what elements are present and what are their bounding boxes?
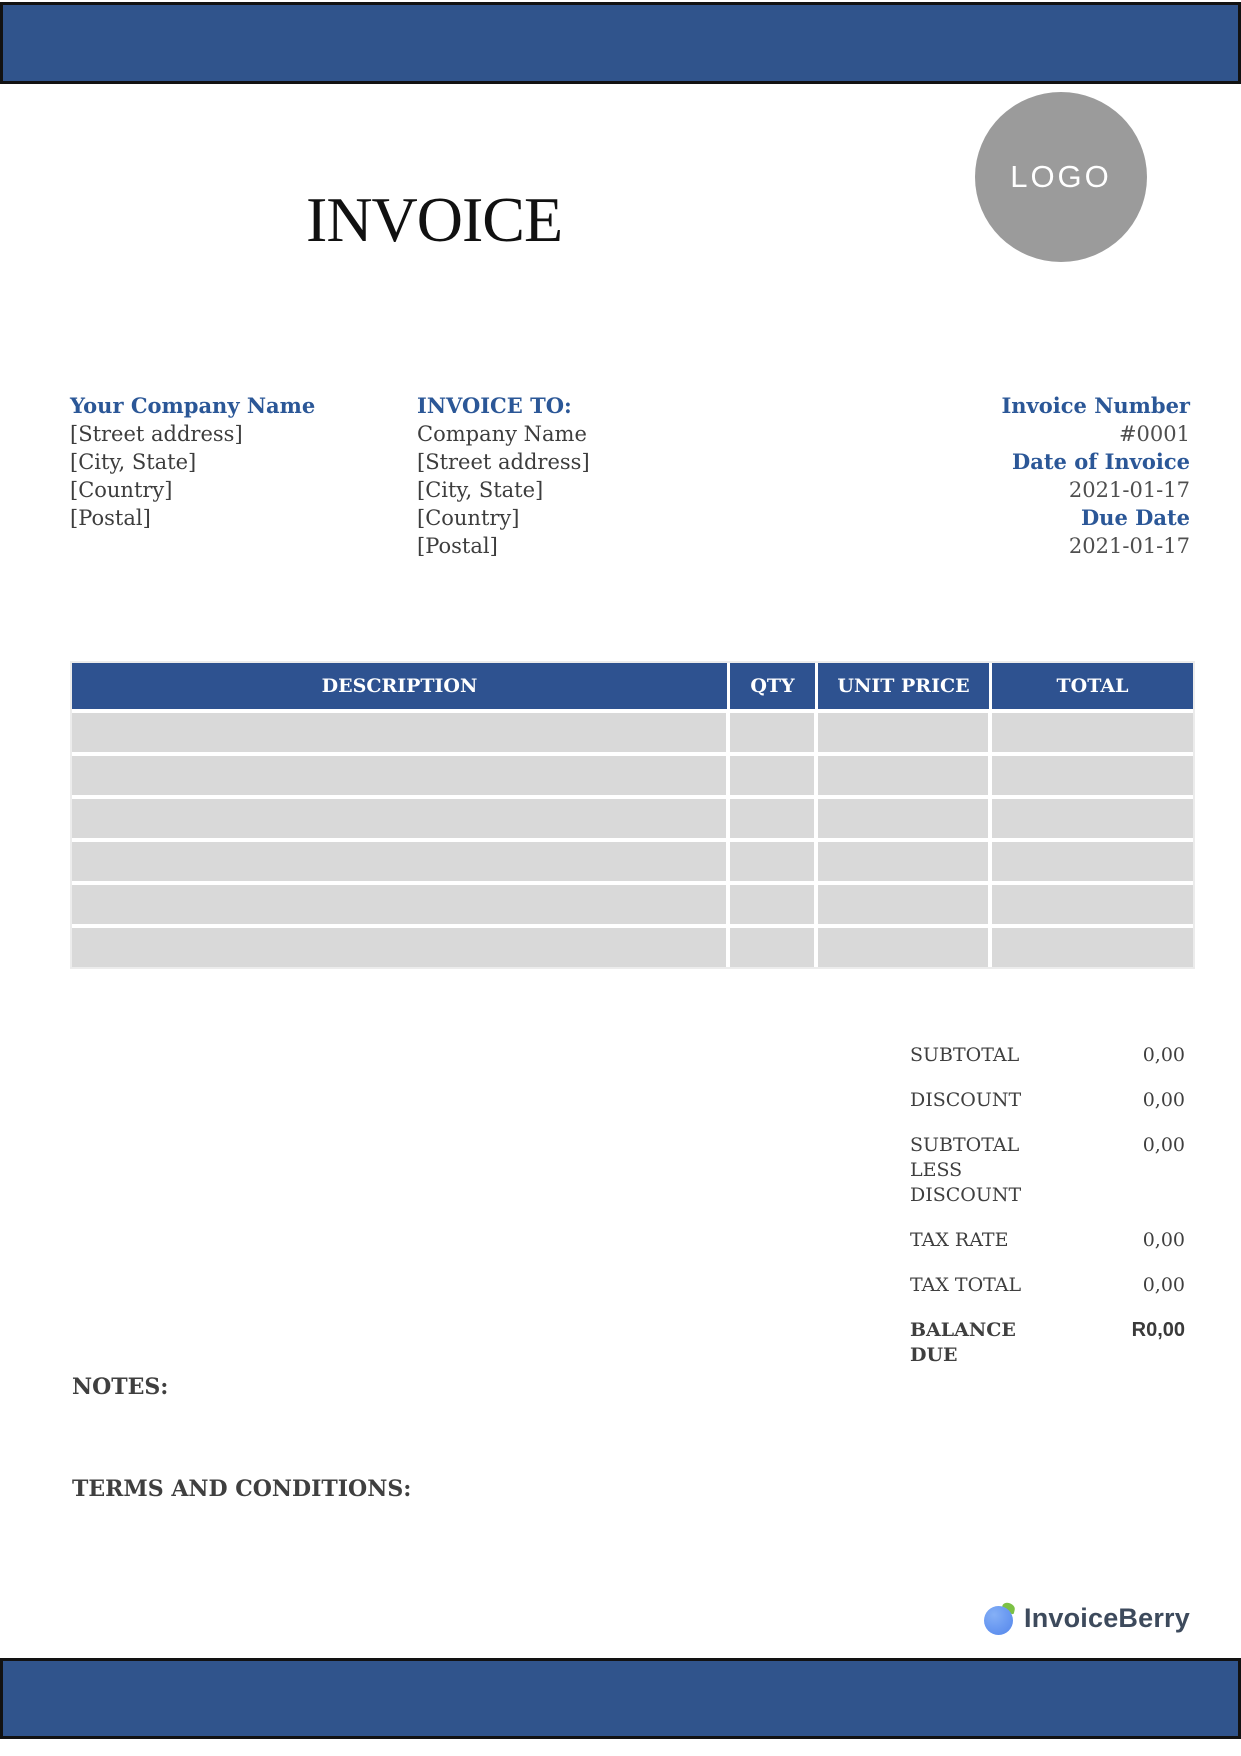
cell-unit-price [818,795,992,838]
cell-qty [730,752,818,795]
balance-due-row [910,1318,1185,1368]
subtotal-value: 0,00 [1142,1044,1185,1066]
balance-due-value: R0,00 [1131,1319,1185,1341]
discount-label: DISCOUNT [910,1089,1022,1111]
discount-value: 0,00 [1142,1089,1185,1111]
sender-postal: [Postal] [70,506,151,530]
table-row [72,709,1193,752]
tax-total-row [910,1273,1185,1298]
column-header-qty: QTY [730,663,818,709]
recipient-country: [Country] [417,506,520,530]
recipient-postal: [Postal] [417,534,498,558]
terms-label: TERMS AND CONDITIONS: [72,1476,412,1502]
discount-row [910,1088,1185,1113]
column-header-unit-price: UNIT PRICE [818,663,992,709]
tax-rate-value: 0,00 [1142,1229,1185,1251]
cell-total [992,752,1193,795]
date-of-invoice-label: Date of Invoice [1012,449,1190,474]
date-of-invoice-value: 2021-01-17 [1068,478,1190,502]
recipient-city-state: [City, State] [417,478,544,502]
totals-block [910,1043,1185,1388]
subtotal-label: SUBTOTAL [910,1044,1020,1066]
cell-unit-price [818,709,992,752]
company-logo-placeholder [975,92,1147,262]
logo-placeholder-text: LOGO [1010,159,1112,194]
tax-rate-label: TAX RATE [910,1229,1009,1251]
cell-total [992,838,1193,881]
cell-qty [730,709,818,752]
subtotal-less-discount-row [910,1133,1185,1208]
line-items-table [72,663,1193,967]
subtotal-less-discount-label: SUBTOTAL LESS DISCOUNT [910,1134,1022,1206]
top-banner [0,2,1241,84]
sender-street: [Street address] [70,422,243,446]
cell-description [72,709,730,752]
subtotal-row [910,1043,1185,1068]
cell-unit-price [818,881,992,924]
subtotal-less-discount-value: 0,00 [1142,1134,1185,1156]
sender-address-block [70,392,400,532]
cell-description [72,838,730,881]
tax-total-value: 0,00 [1142,1274,1185,1296]
invoice-number-label: Invoice Number [1001,393,1190,418]
cell-unit-price [818,838,992,881]
berry-circle-icon [984,1606,1013,1635]
recipient-address-block [417,392,747,560]
cell-qty [730,881,818,924]
cell-description [72,752,730,795]
tax-rate-row [910,1228,1185,1253]
balance-due-label: BALANCE DUE [910,1319,1016,1366]
cell-description [72,924,730,967]
recipient-street: [Street address] [417,450,590,474]
cell-qty [730,795,818,838]
invoice-to-heading: INVOICE TO: [417,393,572,418]
table-row [72,752,1193,795]
cell-description [72,795,730,838]
cell-total [992,709,1193,752]
invoiceberry-berry-icon [984,1603,1015,1634]
invoiceberry-brand-text: InvoiceBerry [1024,1603,1190,1633]
cell-qty [730,838,818,881]
sender-company-name: Your Company Name [70,393,316,418]
cell-total [992,881,1193,924]
due-date-label: Due Date [1080,505,1190,530]
table-row [72,881,1193,924]
recipient-company-name: Company Name [417,422,587,446]
table-row [72,838,1193,881]
table-row [72,924,1193,967]
invoice-meta-block [860,392,1190,560]
column-header-total: TOTAL [992,663,1193,709]
cell-qty [730,924,818,967]
items-table-body [72,709,1193,967]
table-row [72,795,1193,838]
tax-total-label: TAX TOTAL [910,1274,1022,1296]
cell-description [72,881,730,924]
cell-total [992,795,1193,838]
cell-unit-price [818,924,992,967]
line-items-header [72,663,1193,709]
bottom-banner [0,1658,1241,1739]
invoiceberry-brand [984,1603,1190,1634]
due-date-value: 2021-01-17 [1068,534,1190,558]
column-header-description: DESCRIPTION [72,663,730,709]
invoice-number-value: #0001 [1118,422,1190,446]
cell-total [992,924,1193,967]
sender-city-state: [City, State] [70,450,197,474]
sender-country: [Country] [70,478,173,502]
page-title: INVOICE [306,184,563,255]
cell-unit-price [818,752,992,795]
notes-label: NOTES: [72,1374,169,1400]
